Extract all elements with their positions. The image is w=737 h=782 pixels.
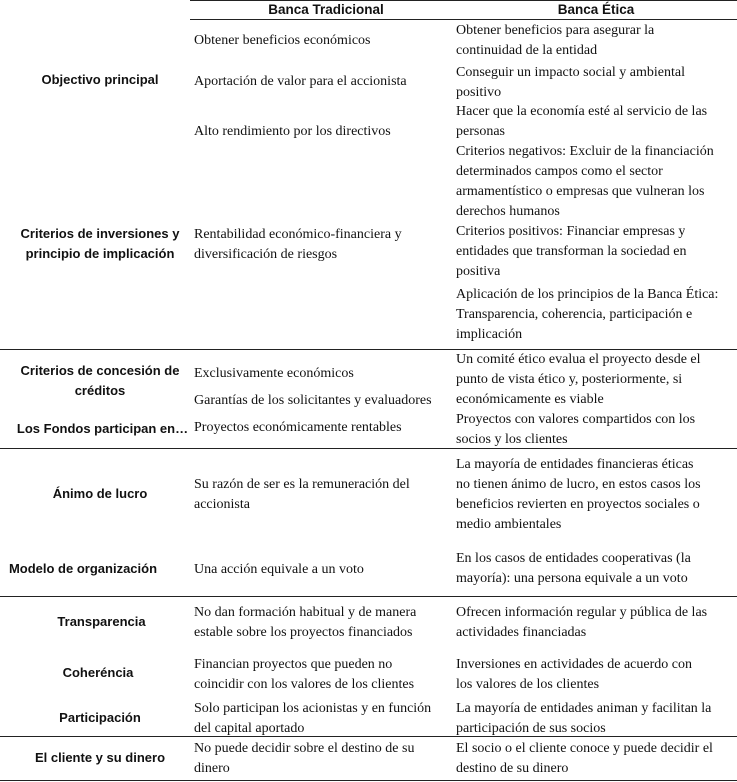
traditional-cell: Solo participan los acionistas y en función — [194, 701, 432, 716]
etica-cell: armamentístico o empresas que vulneran los — [456, 184, 705, 199]
traditional-cell: Una acción equivale a un voto — [194, 562, 364, 577]
etica-cell: socios y los clientes — [456, 432, 568, 447]
etica-cell: punto de vista ético y, posteriormente, si — [456, 372, 683, 387]
etica-cell: continuidad de la entidad — [456, 43, 598, 58]
etica-cell: Proyectos con valores compartidos con los — [456, 412, 696, 427]
traditional-cell: Obtener beneficios económicos — [194, 33, 371, 48]
traditional-cell: Financian proyectos que pueden no — [194, 657, 393, 672]
category-objetivo: Objectivo principal — [41, 72, 159, 87]
traditional-cell: No puede decidir sobre el destino de su — [194, 741, 415, 756]
traditional-cell: dinero — [194, 761, 230, 776]
header-top-rule — [190, 0, 737, 1]
etica-cell: determinados campos como el sector — [456, 164, 663, 179]
category-concesion-creditos: Criterios de concesión de créditos — [20, 363, 180, 398]
traditional-cell: diversificación de riesgos — [194, 247, 338, 262]
etica-cell: Aplicación de los principios de la Banca Ética: — [456, 287, 719, 302]
traditional-cell: No dan formación habitual y de manera — [194, 605, 417, 620]
etica-cell: Ofrecen información regular y pública de las — [456, 605, 708, 620]
category-participacion: Participación — [59, 710, 141, 725]
etica-cell: actividades financiadas — [456, 625, 587, 640]
etica-cell: Obtener beneficios para asegurar la — [456, 23, 655, 38]
category-criterios-inversiones: Criterios de inversiones y principio de implicación — [20, 226, 180, 261]
section-rule — [0, 736, 737, 737]
header-bottom-rule — [190, 19, 737, 20]
category-coherencia: Coheréncia — [62, 665, 134, 680]
etica-cell: Criterios positivos: Financiar empresas y — [456, 224, 686, 239]
etica-cell: Conseguir un impacto social y ambiental — [456, 65, 686, 80]
category-animo-lucro: Ánimo de lucro — [52, 486, 148, 501]
etica-cell: positivo — [456, 85, 502, 100]
category-cliente-dinero: El cliente y su dinero — [34, 750, 166, 765]
etica-cell: positiva — [456, 264, 501, 279]
traditional-cell: Garantías de los solicitantes y evaluadores — [194, 393, 432, 408]
etica-cell: medio ambientales — [456, 517, 562, 532]
column-header-traditional: Banca Tradicional — [268, 2, 384, 17]
etica-cell: Inversiones en actividades de acuerdo con — [456, 657, 692, 672]
traditional-cell: estable sobre los proyectos financiados — [194, 625, 413, 640]
category-modelo-organizacion: Modelo de organización — [8, 561, 158, 576]
traditional-cell: accionista — [194, 497, 250, 512]
category-fondos: Los Fondos participan en… — [16, 421, 189, 436]
etica-cell: personas — [456, 124, 505, 139]
etica-cell: mayoría): una persona equivale a un voto — [456, 571, 688, 586]
etica-cell: Transparencia, coherencia, participación e — [456, 307, 693, 322]
etica-cell: Hacer que la economía esté al servicio de las — [456, 104, 708, 119]
traditional-cell: coincidir con los valores de los clientes — [194, 677, 415, 692]
traditional-cell: Aportación de valor para el accionista — [194, 74, 407, 89]
etica-cell: entidades que transforman la sociedad en — [456, 244, 687, 259]
category-transparencia: Transparencia — [57, 614, 146, 629]
etica-cell: La mayoría de entidades financieras éticas — [456, 457, 694, 472]
etica-cell: participación de sus socios — [456, 721, 606, 736]
etica-cell: Criterios negativos: Excluir de la financiación — [456, 144, 714, 159]
traditional-cell: Rentabilidad económico-financiera y — [194, 227, 402, 242]
etica-cell: El socio o el cliente conoce y puede decidir el — [456, 741, 713, 756]
etica-cell: los valores de los clientes — [456, 677, 600, 692]
etica-cell: implicación — [456, 327, 523, 342]
traditional-cell: Alto rendimiento por los directivos — [194, 124, 391, 139]
section-rule — [0, 448, 737, 449]
section-rule — [0, 596, 737, 597]
etica-cell: beneficios revierten en proyectos sociales o — [456, 497, 700, 512]
column-header-etica: Banca Ética — [557, 2, 635, 17]
etica-cell: destino de su dinero — [456, 761, 569, 776]
etica-cell: económicamente es viable — [456, 392, 604, 407]
etica-cell: En los casos de entidades cooperativas (la — [456, 551, 691, 566]
table-bottom-rule — [0, 780, 737, 781]
etica-cell: La mayoría de entidades animan y facilitan la — [456, 701, 712, 716]
etica-cell: derechos humanos — [456, 204, 560, 219]
traditional-cell: Proyectos económicamente rentables — [194, 420, 402, 435]
etica-cell: no tienen ánimo de lucro, en estos casos los — [456, 477, 701, 492]
traditional-cell: del capital aportado — [194, 721, 305, 736]
traditional-cell: Exclusivamente económicos — [194, 366, 354, 381]
traditional-cell: Su razón de ser es la remuneración del — [194, 477, 410, 492]
etica-cell: Un comité ético evalua el proyecto desde el — [456, 352, 701, 367]
